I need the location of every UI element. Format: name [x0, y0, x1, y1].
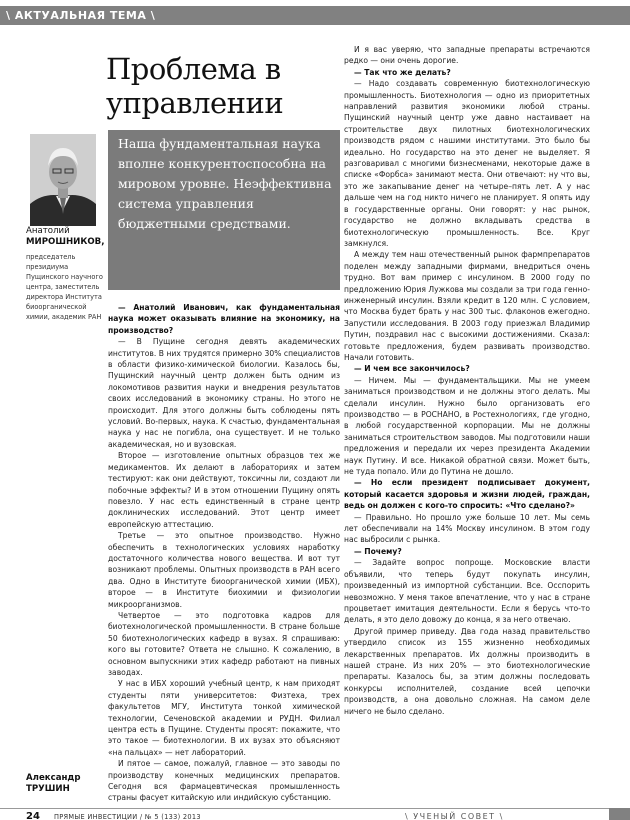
author-name [26, 226, 106, 248]
lead-box [108, 130, 340, 290]
author-last-name: МИРОШНИКОВ, [26, 237, 105, 247]
article-column-2 [344, 44, 590, 806]
article-column-1 [108, 302, 340, 808]
author-portrait-icon [30, 134, 96, 226]
author-photo [30, 134, 96, 226]
paragraph: — Задайте вопрос попроще. Московские власти объявили, что теперь будут покупать инсулин, произведенный из импортной субстанции. Все. Осспорить невозможно. У меня такое впечатление, что у нас в стране процветает имитация деятельности. Если я берусь что-то делать, я это дело довожу до конца, я за него отвечаю. [344, 558, 590, 625]
paragraph: — Надо создавать современную биотехнологическую промышленность. Биотехнология — одно из приоритетных направлений развития экономики любой страны. Пущинский научный центр уже давно настаивает на строительстве двух пилотных биотехнологических производств рядом с нашими институтами. Это было бы идеально. Но государство на это денег не выделяет. Я разговаривал с многими бизнесменами, некоторые даже в списке «Форбса» занимают места. Они отвечают: ну что вы, это же закапывание денег на четыре–пять лет. А у нас дальше чем на год никто ничего не планирует. Я опять иду в государственные органы. Они говорят: у нас рынок, государство не должно вкладывать средства в биотехнологическую промышленность. Все. Круг замкнулся. [344, 79, 590, 248]
paragraph: И пятое — самое, пожалуй, главное — это заводы по производству конечных медицинских препаратов. Сегодня вся фармацевтическая промышленность страны фасует китайскую или индийскую субстанцию. [108, 759, 340, 803]
paragraph: А между тем наш отечественный рынок фармпрепаратов поделен между западными фирмами, внедриться очень трудно. Вот вам пример с инсулином. В 2000 году по предложению Юрия Лужкова мы создали за три года генно-инженерный инсулин. Взяли кредит в 120 млн. С условием, что Москва будет брать у нас 300 тыс. флаконов ежегодно. Запустили исследования. В 2003 году приезжал Владимир Путин, поздравил нас с высокими достижениями. Сказал: готовьте предложения, будем развивать производство. Начали готовить. [344, 250, 590, 362]
page-number: 24 [26, 811, 40, 820]
paragraph: — И чем все закончилось? [354, 364, 470, 374]
paragraph: — Ничем. Мы — фундаментальщики. Мы не умеем заниматься производством и не должны этого делать. Мы сделали инсулин. Нужно было организовать его производство — в РОСНАНО, в Ростехнологиях, где угодно, в любой государственной корпорации. Мы не должны заниматься строительством заводов. Мы подготовили наши предложения и передали их через президента Академии наук Путину. И все. Никакой обратной связи. Может быть, не туда попало. Или до Путина не дошло. [344, 375, 590, 477]
interviewer-name [26, 773, 106, 795]
rubric-bar [0, 6, 630, 25]
paragraph: Третье — это опытное производство. Нужно обеспечить в технологических условиях наработку достаточного количества нового вещества. И вот тут возникают проблемы. Опытных производств в РАН всего два. Одно в Институте биоорганической химии (ИБХ), второе — в Институте биохимии и физиологии микроорганизмов. [108, 531, 340, 609]
paragraph: — Почему? [354, 546, 402, 556]
paragraph: — Анатолий Иванович, как фундаментальная наука может оказывать влияние на экономику, на производство? [108, 303, 340, 335]
paragraph: Другой пример приведу. Два года назад правительство утвердило список из 155 жизненно необходимых лекарственных препаратов. Их должны производить в нашей стране. Из них 20% — это биотехнологические препараты. Казалось бы, за этим должны последовать конкурсы исполнителей, создание всей цепочки производств, а она довольно сложная. На самом деле ничего не было сделано. [344, 626, 590, 716]
author-first-name: Анатолий [26, 226, 70, 236]
lead-text: Наша фундаментальная наука вполне конкурентоспособна на мировом уровне. Неэффективна система управления бюджетными средствами. [118, 136, 332, 231]
paragraph: — В Пущине сегодня девять академических институтов. В них трудятся примерно 30% специалистов в области физико-химической биологии. Казалось бы, Пущинский научный центр должен быть одним из локомотивов развития науки и внедрения результатов своих исследований в экономику страны. Но этого не происходит. Для этого должны быть соблюдены пять условий. Во-первых, наука. К счастью, фундаментальная наука у нас не погибла, она существует. И не только академическая, но и вузовская. [108, 337, 340, 449]
paragraph: У нас в ИБХ хороший учебный центр, к нам приходят студенты пяти университетов: Физтеха, трех факультетов МГУ, Института тонкой химической технологии, Сеченовской академии и РУДН. Филиал центра есть в Пущине. Студенты просят: покажите, что это такое — биотехнологии. В их вузах это объясняют «на пальцах» — нет лабораторий. [108, 679, 340, 757]
paragraph: И я вас уверяю, что западные препараты встречаются редко — они очень дорогие. [344, 45, 590, 66]
paragraph: Четвертое — это подготовка кадров для биотехнологической промышленности. В стране больше 50 биотехнологических кафедр в вузах. Я спрашиваю: кого вы готовите? Ответа не слышно. К сожалению, в основном выпускники этих кафедр работают на пивных заводах. [108, 610, 340, 677]
publication-name: ПРЯМЫЕ ИНВЕСТИЦИИ / № 5 (133) 2013 [54, 813, 201, 820]
section-name: \ УЧЕНЫЙ СОВЕТ \ [405, 812, 504, 820]
author-description: председатель президиума Пущинского научного центра, заместитель директора Института биоорганической химии, академик РАН [26, 253, 103, 321]
footer-bar [609, 808, 630, 820]
paragraph: Второе — изготовление опытных образцов тех же медикаментов. Их делают в лабораториях и затем тестируют: как они действуют, токсичны ли, создают ли побочные эффекты? И в этом отношении Пущину опять повезло. У нас есть единственный в стране центр доклинических исследований. Этот центр имеет европейскую аттестацию. [108, 451, 340, 529]
paragraph: — Но если президент подписывает документ, который касается здоровья и жизни людей, граждан, ведь он должен с кого-то спросить: «Что сделано?» [344, 478, 590, 511]
interviewer-last-name: ТРУШИН [26, 784, 70, 794]
rubric-label: \ АКТУАЛЬНАЯ ТЕМА \ [6, 9, 156, 22]
paragraph: — Правильно. Но прошло уже больше 10 лет. Мы семь лет обеспечивали на 14% Москву инсулином. В этом году нас выбросили с рынка. [344, 512, 590, 545]
paragraph: — Так что же делать? [354, 67, 451, 77]
interviewer-first-name: Александр [26, 773, 81, 783]
article-title: Проблема в управлении [106, 52, 284, 120]
